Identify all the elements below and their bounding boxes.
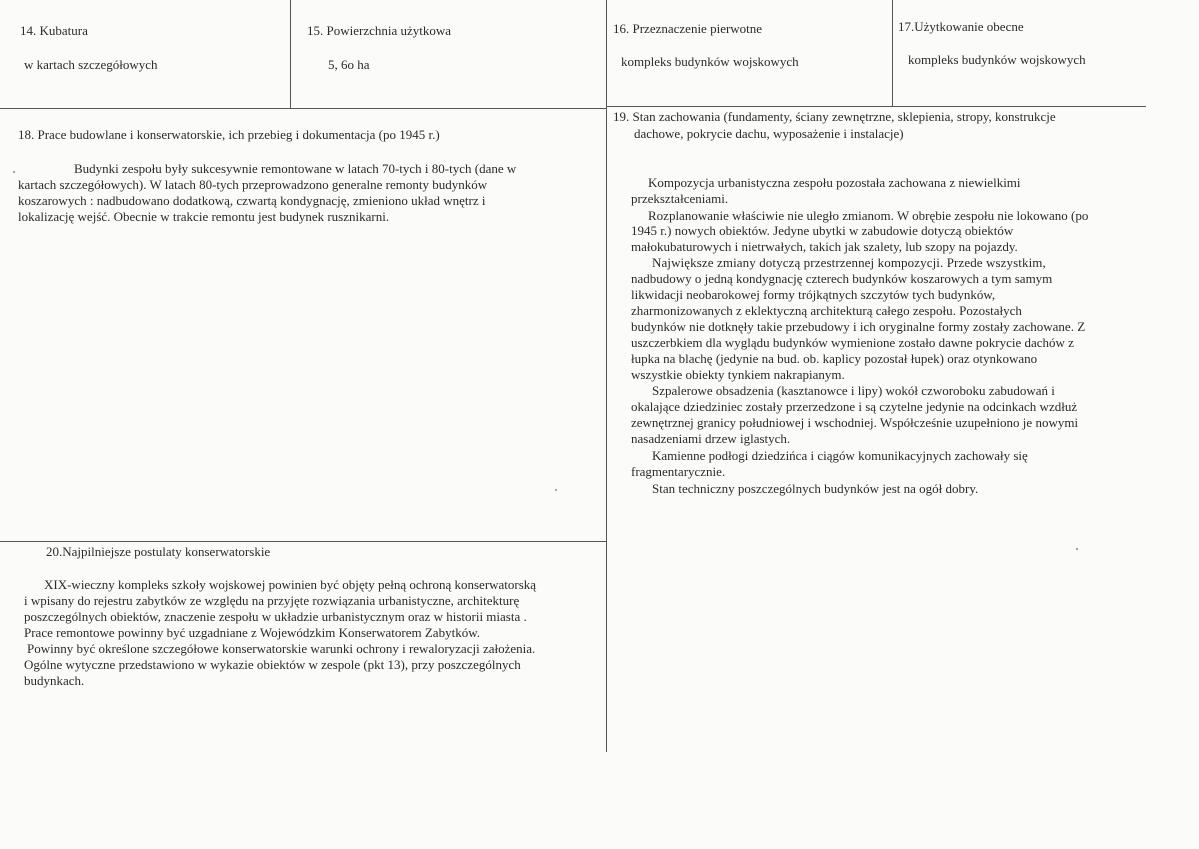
section-19-text: Kompozycja urbanistyczna zespołu pozostała zachowana z niewielkimi xyxy=(648,175,1021,190)
section-19-text: uszczerbkiem dla wyglądu budynków wymienione zostało dawne pokrycie dachów z xyxy=(631,335,1074,350)
section-19-text: fragmentarycznie. xyxy=(631,464,726,479)
section-16-label: 16. Przeznaczenie pierwotne xyxy=(613,21,763,36)
section-19-text: Kamienne podłogi dziedzińca i ciągów komunikacyjnych zachowały się xyxy=(652,448,1028,463)
section-15-label: 15. Powierzchnia użytkowa xyxy=(307,23,452,38)
section-19-text: zharmonizowanych z eklektyczną architekturą całego zespołu. Pozostałych xyxy=(631,303,1022,318)
divider xyxy=(892,0,893,106)
section-18-line: Budynki zespołu były sukcesywnie remontowane w latach 70-tych i 80-tych (dane w xyxy=(74,161,517,176)
scan-speck xyxy=(1076,548,1078,550)
section-18-line: lokalizację wejść. Obecnie w trakcie remontu jest budynek rusznikarni. xyxy=(18,209,390,224)
scan-speck xyxy=(13,171,15,173)
section-19-text: likwidacji neobarokowej formy trójkątnych szczytów tych budynków, xyxy=(631,287,996,302)
section-19-text: Szpalerowe obsadzenia (kasztanowce i lipy) wokół czworoboku zabudowań i xyxy=(652,383,1055,398)
section-14-label: 14. Kubatura xyxy=(20,23,88,38)
section-15-value: 5, 6o ha xyxy=(328,57,370,72)
section-19-text: 1945 r.) nowych obiektów. Jedyne ubytki w zabudowie dotyczą obiektów xyxy=(631,223,1014,238)
section-19-text: przekształceniami. xyxy=(631,191,729,206)
section-20-line: poszczególnych obiektów, znaczenie zespołu w układzie urbanistycznym oraz w historii miasta . xyxy=(24,609,527,624)
divider xyxy=(606,0,607,752)
scan-speck xyxy=(555,489,557,491)
section-19-text: budynków nie dotknęły takie przebudowy i ich oryginalne formy zostały zachowane. Z xyxy=(631,319,1086,334)
section-18-label: 18. Prace budowlane i konserwatorskie, ich przebieg i dokumentacja (po 1945 r.) xyxy=(18,127,440,142)
section-17-label: 17.Użytkowanie obecne xyxy=(898,19,1024,34)
section-19-text: okalające dziedziniec zostały przerzedzone i są czytelne jedynie na odcinkach wzdłuż xyxy=(631,399,1078,414)
section-18-line: kartach szczegółowych). W latach 80-tych przeprowadzono generalne remonty budynków xyxy=(18,177,488,192)
section-19-label: 19. Stan zachowania (fundamenty, ściany zewnętrzne, sklepienia, stropy, konstrukcje xyxy=(613,109,1056,124)
section-20-label: 20.Najpilniejsze postulaty konserwatorskie xyxy=(46,544,271,559)
divider xyxy=(0,108,607,109)
section-20-line: i wpisany do rejestru zabytków ze względu na przyjęte rozwiązania urbanistyczne, architekturę xyxy=(24,593,520,608)
section-20-line: Ogólne wytyczne przedstawiono w wykazie obiektów w zespole (pkt 13), przy poszczególnych xyxy=(24,657,521,672)
section-19-text: Rozplanowanie właściwie nie uległo zmianom. W obrębie zespołu nie lokowano (po xyxy=(648,208,1089,223)
section-19-text: Stan techniczny poszczególnych budynków jest na ogół dobry. xyxy=(652,481,979,496)
section-20-line: budynkach. xyxy=(24,673,85,688)
section-20-line: XIX-wieczny kompleks szkoły wojskowej powinien być objęty pełną ochroną konserwatorską xyxy=(44,577,537,592)
section-19-label: dachowe, pokrycie dachu, wyposażenie i instalacje) xyxy=(634,126,904,141)
section-19-text: nadbudowy o jedną kondygnację czterech budynków koszarowych a tym samym xyxy=(631,271,1053,286)
section-20-line: Prace remontowe powinny być uzgadniane z Wojewódzkim Konserwatorem Zabytków. xyxy=(24,625,480,640)
divider xyxy=(0,541,607,542)
section-19-text: nasadzeniami drzew iglastych. xyxy=(631,431,791,446)
divider xyxy=(290,0,291,108)
section-16-value: kompleks budynków wojskowych xyxy=(621,54,799,69)
section-17-value: kompleks budynków wojskowych xyxy=(908,52,1086,67)
section-20-line: Powinny być określone szczegółowe konserwatorskie warunki ochrony i rewaloryzacji założenia. xyxy=(27,641,536,656)
section-19-text: łupka na blachę (jedynie na bud. ob. kaplicy pozostał łupek) oraz otynkowano xyxy=(631,351,1038,366)
section-19-text: Największe zmiany dotyczą przestrzennej kompozycji. Przede wszystkim, xyxy=(652,255,1046,270)
section-19-text: wszystkie obiekty tynkiem nakrapianym. xyxy=(631,367,845,382)
section-19-text: zewnętrznej granicy południowej i wschodniej. Współcześnie uzupełniono je nowymi xyxy=(631,415,1079,430)
section-19-text: małokubaturowych i nietrwałych, takich jak szalety, lub szopy na pojazdy. xyxy=(631,239,1018,254)
divider xyxy=(606,106,1146,107)
section-18-line: koszarowych : nadbudowano dodatkową, czwartą kondygnację, zmieniono układ wnętrz i xyxy=(18,193,486,208)
section-14-value: w kartach szczegółowych xyxy=(24,57,158,72)
